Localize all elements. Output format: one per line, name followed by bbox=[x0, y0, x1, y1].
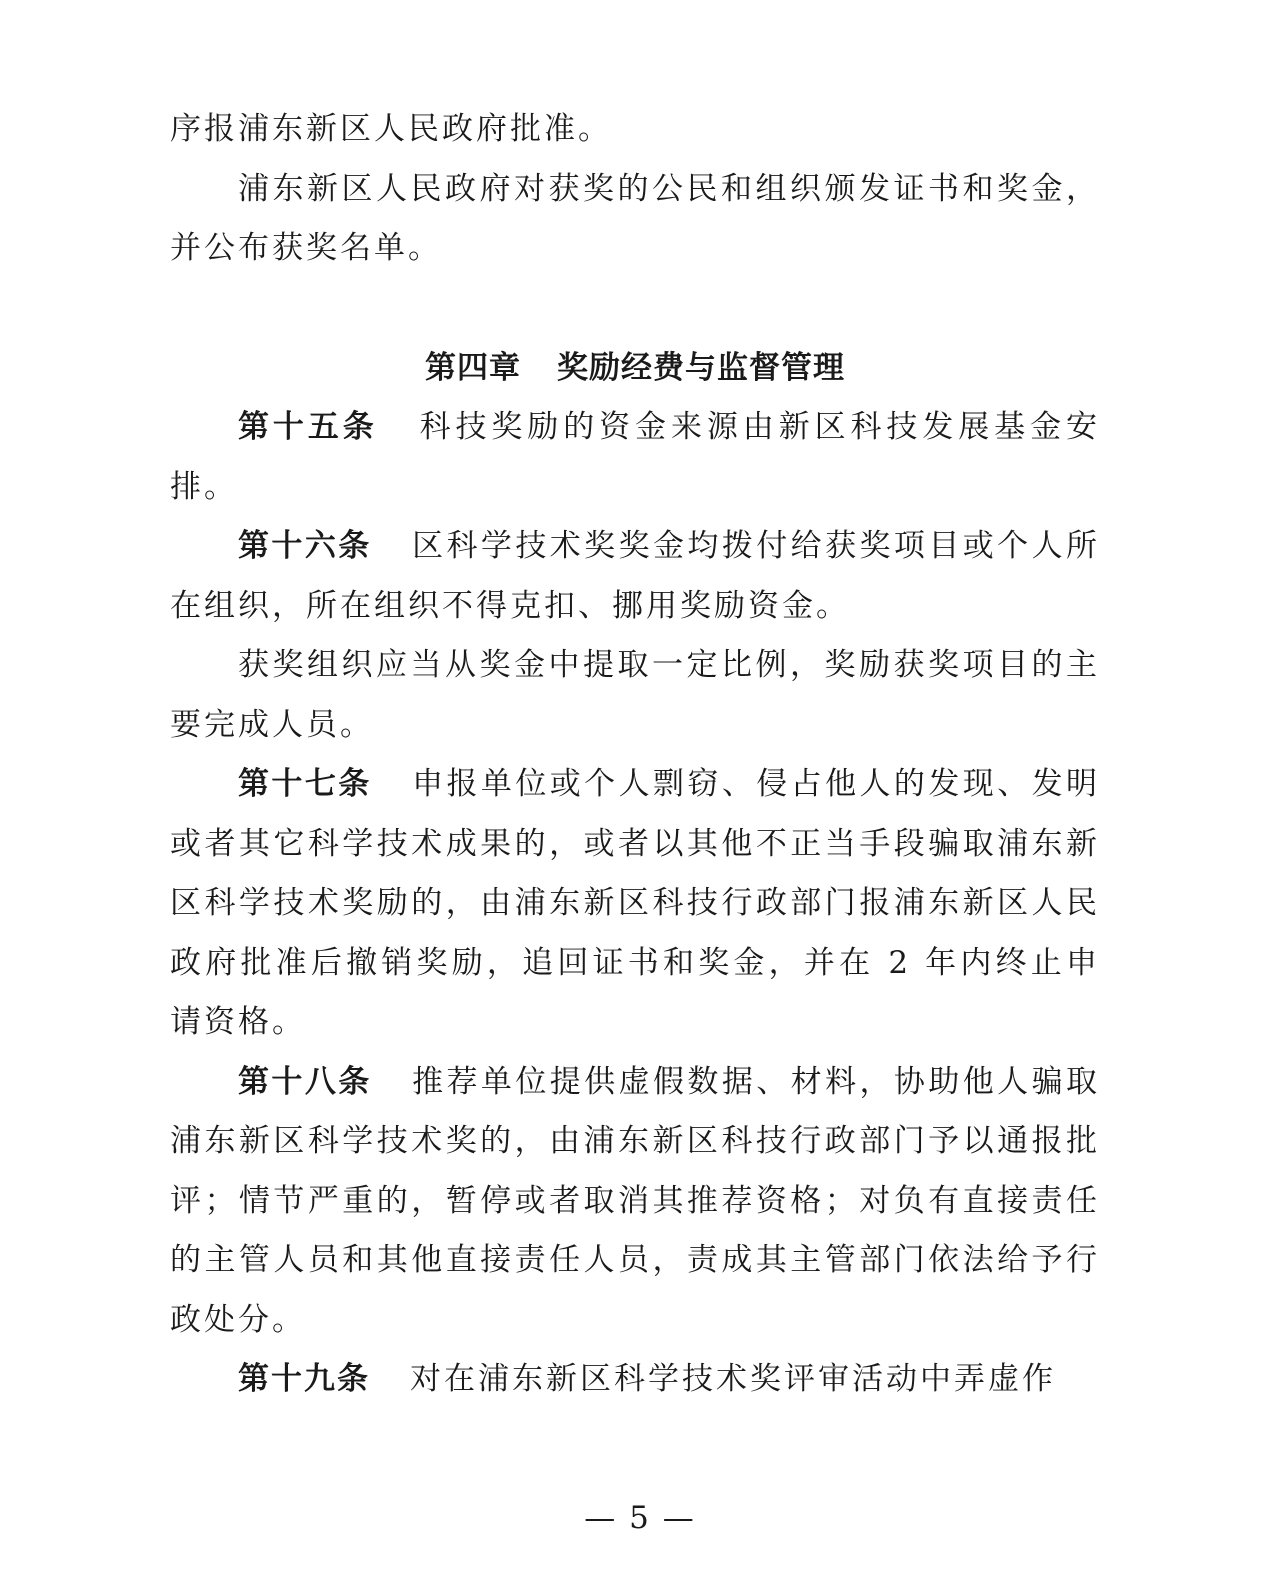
article-label: 第十八条 bbox=[238, 1063, 372, 1100]
article-19 bbox=[170, 1350, 1100, 1410]
article-label: 第十九条 bbox=[238, 1361, 370, 1397]
paragraph-text: 序报浦东新区人民政府批准。 bbox=[170, 111, 612, 147]
page-number: — 5 — bbox=[584, 1500, 696, 1536]
chapter-title: 奖励经费与监督管理 bbox=[557, 349, 845, 386]
paragraph-continuation bbox=[170, 100, 1100, 160]
article-text: 推荐单位提供虚假数据、材料，协助他人骗取浦东新区科学技术奖的，由浦东新区科技行政部门予以通报批评；情节严重的，暂停或者取消其推荐资格；对负有直接责任的主管人员和其他直接责任人员，责成其主管部门依法给予行政处分。 bbox=[170, 1063, 1101, 1338]
paragraph-text: 浦东新区人民政府对获奖的公民和组织颁发证书和奖金，并公布获奖名单。 bbox=[170, 170, 1100, 266]
article-17 bbox=[170, 755, 1100, 1053]
article-16 bbox=[170, 517, 1100, 636]
article-text: 区科学技术奖奖金均拨付给获奖项目或个人所在组织，所在组织不得克扣、挪用奖励资金。 bbox=[170, 528, 1101, 624]
article-text: 科技奖励的资金来源由新区科技发展基金安排。 bbox=[170, 409, 1101, 505]
article-18 bbox=[170, 1053, 1100, 1351]
article-label: 第十六条 bbox=[238, 528, 372, 564]
article-text: 申报单位或个人剽窃、侵占他人的发现、发明或者其它科学技术成果的，或者以其他不正当手段骗取浦东新区科学技术奖励的，由浦东新区科技行政部门报浦东新区人民政府批准后撤销奖励，追回证书和奖金，并在 2 年内终止申请资格。 bbox=[170, 766, 1101, 1040]
article-text: 获奖组织应当从奖金中提取一定比例，奖励获奖项目的主要完成人员。 bbox=[170, 647, 1100, 743]
article-text: 对在浦东新区科学技术奖评审活动中弄虚作 bbox=[410, 1361, 1056, 1397]
article-15 bbox=[170, 398, 1100, 517]
paragraph-award-issuance bbox=[170, 160, 1100, 279]
chapter-number: 第四章 bbox=[425, 349, 521, 386]
article-label: 第十七条 bbox=[238, 766, 372, 802]
article-label: 第十五条 bbox=[238, 409, 378, 445]
chapter-heading bbox=[170, 339, 1100, 399]
article-16-paragraph-2 bbox=[170, 636, 1100, 755]
document-body bbox=[170, 100, 1100, 1410]
